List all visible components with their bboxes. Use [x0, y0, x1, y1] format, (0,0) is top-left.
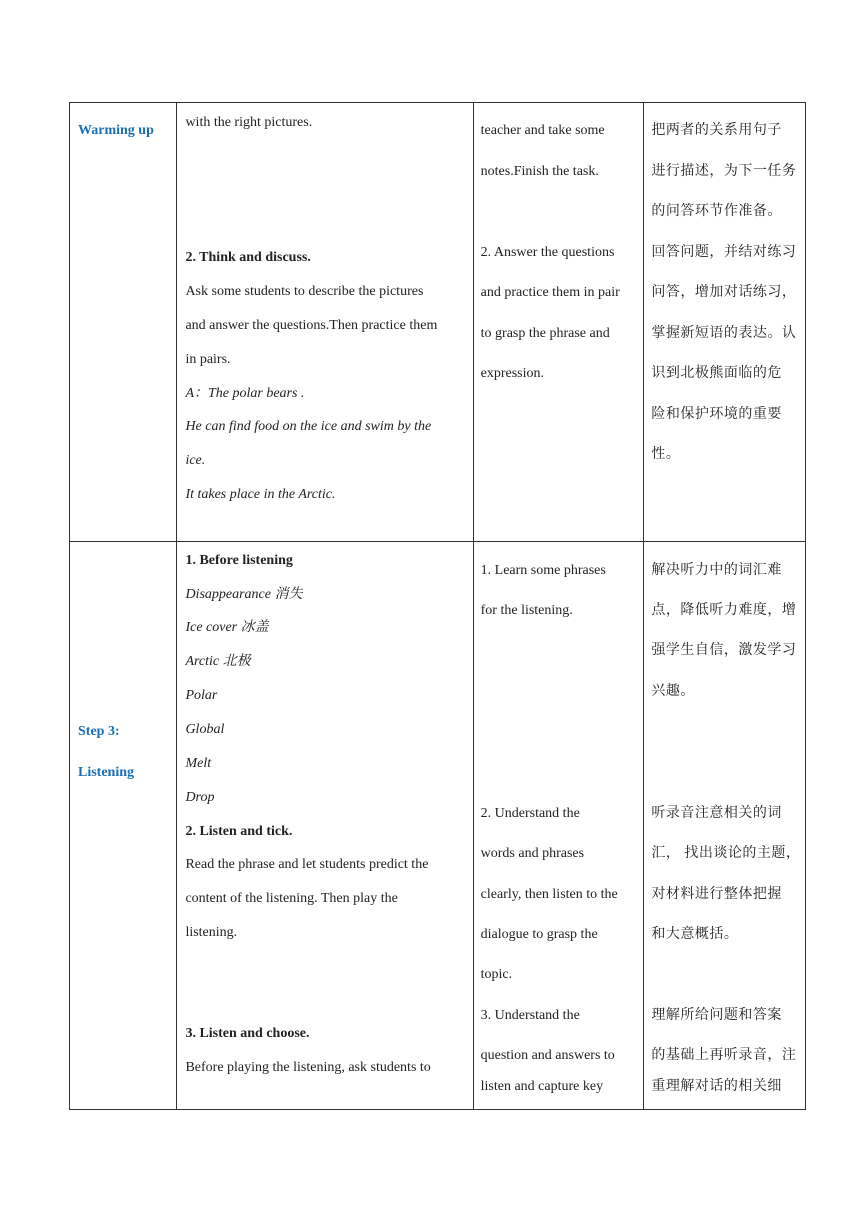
- student-activity-line: clearly, then listen to the: [480, 887, 618, 902]
- stage-label-line2: Listening: [78, 765, 135, 780]
- student-activity-line: 1. Learn some phrases: [480, 563, 606, 578]
- student-activity-line: to grasp the phrase and: [480, 326, 610, 341]
- teacher-activity-line: Polar: [185, 688, 218, 703]
- teacher-activity-line: It takes place in the Arctic.: [185, 487, 336, 502]
- teacher-activity-line: Ask some students to describe the pictures: [185, 284, 424, 299]
- design-purpose-line: 掌握新短语的表达。认: [651, 326, 797, 341]
- design-purpose-line: 对材料进行整体把握: [651, 887, 782, 902]
- design-purpose-line: 理解所给问题和答案: [651, 1008, 782, 1023]
- student-activity-line: question and answers to: [480, 1048, 615, 1063]
- teacher-activity-line: content of the listening. Then play the: [185, 891, 398, 906]
- table-row-listening: [70, 542, 806, 1110]
- teacher-activity-line: 2. Listen and tick.: [185, 824, 293, 839]
- teacher-activity-line: Arctic 北极: [185, 654, 251, 669]
- design-purpose-line: 解决听力中的词汇难: [651, 563, 782, 578]
- stage-label-line1: Step 3:: [78, 724, 120, 739]
- design-purpose-line: 的问答环节作准备。: [651, 204, 782, 219]
- teacher-activity-line: He can find food on the ice and swim by the: [185, 419, 432, 434]
- teacher-activity-line: A：The polar bears .: [185, 386, 305, 401]
- teacher-activity-line: 2. Think and discuss.: [185, 250, 311, 265]
- teacher-activity-line: 1. Before listening: [185, 553, 293, 568]
- student-activity-line: for the listening.: [480, 603, 573, 618]
- stage-cell: [70, 542, 177, 1110]
- teacher-activity-line: Before playing the listening, ask students to: [185, 1060, 431, 1075]
- teacher-activity-line: ice.: [185, 453, 206, 468]
- stage-cell: [70, 103, 177, 542]
- design-purpose-line: 识到北极熊面临的危: [651, 366, 782, 381]
- teacher-activity-line: Ice cover 冰盖: [185, 620, 269, 635]
- student-activity-line: topic.: [480, 967, 513, 982]
- design-purpose-line: 险和保护环境的重要: [651, 407, 782, 422]
- student-activity-line: words and phrases: [480, 846, 585, 861]
- design-purpose-cell: [644, 103, 806, 542]
- teacher-activity-line: 3. Listen and choose.: [185, 1026, 310, 1041]
- student-activity-line: teacher and take some: [480, 123, 605, 138]
- design-purpose-line: 回答问题，并结对练习: [651, 245, 797, 260]
- teacher-activity-cell: [177, 103, 473, 542]
- teacher-activity-cell: [177, 542, 473, 1110]
- teacher-activity-line: in pairs.: [185, 352, 231, 367]
- teacher-activity-line: Disappearance 消失: [185, 587, 303, 602]
- student-activity-line: 3. Understand the: [480, 1008, 580, 1023]
- teacher-activity-line: Melt: [185, 756, 212, 771]
- stage-label: Warming up: [78, 123, 154, 138]
- teacher-activity-line: with the right pictures.: [185, 115, 313, 130]
- teacher-activity-line: and answer the questions.Then practice them: [185, 318, 438, 333]
- teacher-activity-line: Global: [185, 722, 225, 737]
- student-activity-line: notes.Finish the task.: [480, 164, 599, 179]
- design-purpose-line: 兴趣。: [651, 684, 695, 699]
- table-row-warming-up: [70, 103, 806, 542]
- design-purpose-line: 问答，增加对话练习，: [651, 285, 797, 300]
- student-activity-line: 2. Understand the: [480, 806, 580, 821]
- student-activity-line: and practice them in pair: [480, 285, 620, 300]
- student-activity-line: listen and capture key: [480, 1079, 604, 1094]
- student-activity-cell: [473, 103, 644, 542]
- design-purpose-line: 听录音注意相关的词: [651, 806, 782, 821]
- lesson-plan-table: [69, 102, 806, 1110]
- design-purpose-line: 重理解对话的相关细: [651, 1079, 782, 1094]
- student-activity-line: expression.: [480, 366, 545, 381]
- design-purpose-line: 强学生自信，激发学习: [651, 643, 797, 658]
- design-purpose-line: 点，降低听力难度，增: [651, 603, 797, 618]
- teacher-activity-line: listening.: [185, 925, 238, 940]
- design-purpose-line: 性。: [651, 447, 681, 462]
- teacher-activity-line: Drop: [185, 790, 215, 805]
- design-purpose-line: 汇， 找出谈论的主题，: [651, 846, 801, 861]
- design-purpose-line: 把两者的关系用句子: [651, 123, 782, 138]
- student-activity-line: 2. Answer the questions: [480, 245, 615, 260]
- design-purpose-line: 和大意概括。: [651, 927, 739, 942]
- design-purpose-line: 的基础上再听录音，注: [651, 1048, 797, 1063]
- design-purpose-cell: [644, 542, 806, 1110]
- student-activity-line: dialogue to grasp the: [480, 927, 598, 942]
- design-purpose-line: 进行描述，为下一任务: [651, 164, 797, 179]
- student-activity-cell: [473, 542, 644, 1110]
- teacher-activity-line: Read the phrase and let students predict the: [185, 857, 429, 872]
